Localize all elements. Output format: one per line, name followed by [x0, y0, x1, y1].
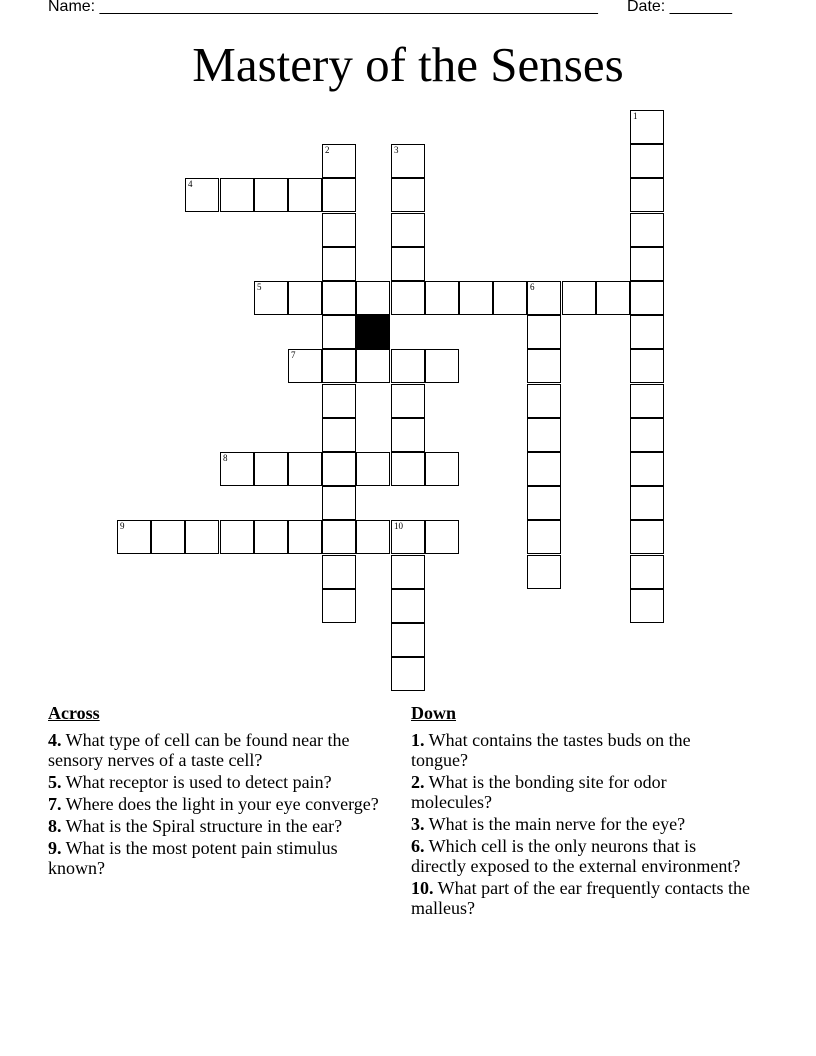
cell-number: 5 [257, 282, 262, 292]
across-clue [48, 816, 388, 836]
grid-cell[interactable] [356, 520, 390, 554]
grid-cell[interactable] [493, 281, 527, 315]
grid-cell[interactable] [356, 349, 390, 383]
grid-cell[interactable] [391, 657, 425, 691]
page-title: Mastery of the Senses [192, 37, 624, 92]
cell-number: 3 [394, 145, 399, 155]
grid-cell[interactable] [391, 213, 425, 247]
grid-cell[interactable] [630, 384, 664, 418]
grid-cell[interactable] [391, 520, 425, 554]
grid-cell[interactable] [322, 452, 356, 486]
grid-cell[interactable] [322, 555, 356, 589]
grid-cell[interactable] [322, 418, 356, 452]
clue-text: Where does the light in your eye converge? [61, 794, 379, 814]
down-clues [411, 702, 751, 920]
grid-cell[interactable] [322, 247, 356, 281]
clue-text: What part of the ear frequently contacts the malleus? [411, 878, 751, 918]
grid-cell[interactable] [630, 418, 664, 452]
across-clue [48, 730, 388, 770]
grid-cell[interactable] [356, 452, 390, 486]
grid-cell[interactable] [322, 589, 356, 623]
grid-cell[interactable] [151, 520, 185, 554]
grid-cell[interactable] [391, 384, 425, 418]
across-clue [48, 772, 388, 792]
grid-cell[interactable] [322, 349, 356, 383]
clue-text: What type of cell can be found near the sensory nerves of a taste cell? [48, 730, 350, 770]
date-field-label: Date: _______ [627, 0, 732, 15]
grid-cell[interactable] [527, 349, 561, 383]
across-clues [48, 702, 388, 880]
grid-cell[interactable] [630, 178, 664, 212]
clue-number: 1. [411, 730, 425, 750]
name-field-label: Name: ________________________________________________________ [48, 0, 598, 15]
cell-number: 6 [530, 282, 535, 292]
grid-cell[interactable] [288, 281, 322, 315]
grid-cell[interactable] [527, 555, 561, 589]
grid-cell[interactable] [562, 281, 596, 315]
grid-cell[interactable] [185, 520, 219, 554]
grid-cell[interactable] [391, 178, 425, 212]
cell-number: 4 [188, 179, 193, 189]
grid-cell[interactable] [425, 520, 459, 554]
grid-cell[interactable] [220, 178, 254, 212]
grid-cell[interactable] [527, 486, 561, 520]
clue-number: 3. [411, 814, 425, 834]
grid-cell[interactable] [220, 520, 254, 554]
grid-cell[interactable] [391, 349, 425, 383]
grid-cell[interactable] [630, 555, 664, 589]
clue-number: 9. [48, 838, 62, 858]
grid-cell[interactable] [322, 384, 356, 418]
grid-cell[interactable] [391, 418, 425, 452]
cell-number: 7 [291, 350, 296, 360]
grid-cell[interactable] [322, 520, 356, 554]
clue-number: 6. [411, 836, 425, 856]
across-clue [48, 838, 388, 878]
black-cell [356, 315, 390, 349]
cell-number: 10 [394, 521, 403, 531]
grid-cell[interactable] [288, 452, 322, 486]
grid-cell[interactable] [288, 520, 322, 554]
down-clue [411, 836, 751, 876]
grid-cell[interactable] [288, 178, 322, 212]
clue-text: What is the Spiral structure in the ear? [61, 816, 343, 836]
grid-cell[interactable] [630, 144, 664, 178]
across-clue [48, 794, 388, 814]
grid-cell[interactable] [322, 144, 356, 178]
grid-cell[interactable] [117, 520, 151, 554]
grid-cell[interactable] [527, 384, 561, 418]
down-clue [411, 878, 751, 918]
grid-cell[interactable] [356, 281, 390, 315]
grid-cell[interactable] [630, 213, 664, 247]
grid-cell[interactable] [220, 452, 254, 486]
down-heading: Down [411, 703, 457, 723]
grid-cell[interactable] [391, 452, 425, 486]
grid-cell[interactable] [391, 281, 425, 315]
grid-cell[interactable] [322, 281, 356, 315]
grid-cell[interactable] [322, 213, 356, 247]
clue-text: Which cell is the only neurons that is directly exposed to the external environment? [411, 836, 741, 876]
grid-cell[interactable] [527, 452, 561, 486]
grid-cell[interactable] [391, 623, 425, 657]
grid-cell[interactable] [254, 178, 288, 212]
grid-cell[interactable] [288, 349, 322, 383]
down-clue [411, 730, 751, 770]
grid-cell[interactable] [185, 178, 219, 212]
grid-cell[interactable] [322, 178, 356, 212]
grid-cell[interactable] [630, 452, 664, 486]
grid-cell[interactable] [630, 110, 664, 144]
grid-cell[interactable] [322, 486, 356, 520]
clue-text: What is the bonding site for odor molecules? [411, 772, 667, 812]
grid-cell[interactable] [425, 452, 459, 486]
cell-number: 1 [633, 111, 638, 121]
clue-text: What receptor is used to detect pain? [61, 772, 332, 792]
down-clue [411, 772, 751, 812]
grid-cell[interactable] [527, 315, 561, 349]
grid-cell[interactable] [254, 520, 288, 554]
cell-number: 9 [120, 521, 125, 531]
cell-number: 8 [223, 453, 228, 463]
grid-cell[interactable] [630, 486, 664, 520]
clue-text: What is the most potent pain stimulus known? [48, 838, 338, 878]
grid-cell[interactable] [322, 315, 356, 349]
grid-cell[interactable] [630, 247, 664, 281]
clue-number: 8. [48, 816, 62, 836]
grid-cell[interactable] [630, 315, 664, 349]
across-heading: Across [48, 703, 100, 723]
grid-cell[interactable] [254, 452, 288, 486]
clue-text: What contains the tastes buds on the tongue? [411, 730, 691, 770]
grid-cell[interactable] [391, 247, 425, 281]
grid-cell[interactable] [391, 589, 425, 623]
grid-cell[interactable] [459, 281, 493, 315]
grid-cell[interactable] [596, 281, 630, 315]
grid-cell[interactable] [527, 418, 561, 452]
clue-number: 7. [48, 794, 62, 814]
grid-cell[interactable] [630, 520, 664, 554]
grid-cell[interactable] [527, 281, 561, 315]
clue-text: What is the main nerve for the eye? [424, 814, 686, 834]
grid-cell[interactable] [630, 349, 664, 383]
clue-number: 2. [411, 772, 425, 792]
grid-cell[interactable] [425, 349, 459, 383]
clue-number: 5. [48, 772, 62, 792]
grid-cell[interactable] [391, 144, 425, 178]
clue-number: 10. [411, 878, 434, 898]
cell-number: 2 [325, 145, 330, 155]
down-clue [411, 814, 751, 834]
grid-cell[interactable] [254, 281, 288, 315]
grid-cell[interactable] [425, 281, 459, 315]
grid-cell[interactable] [391, 555, 425, 589]
grid-cell[interactable] [527, 520, 561, 554]
grid-cell[interactable] [630, 281, 664, 315]
clue-number: 4. [48, 730, 62, 750]
grid-cell[interactable] [630, 589, 664, 623]
